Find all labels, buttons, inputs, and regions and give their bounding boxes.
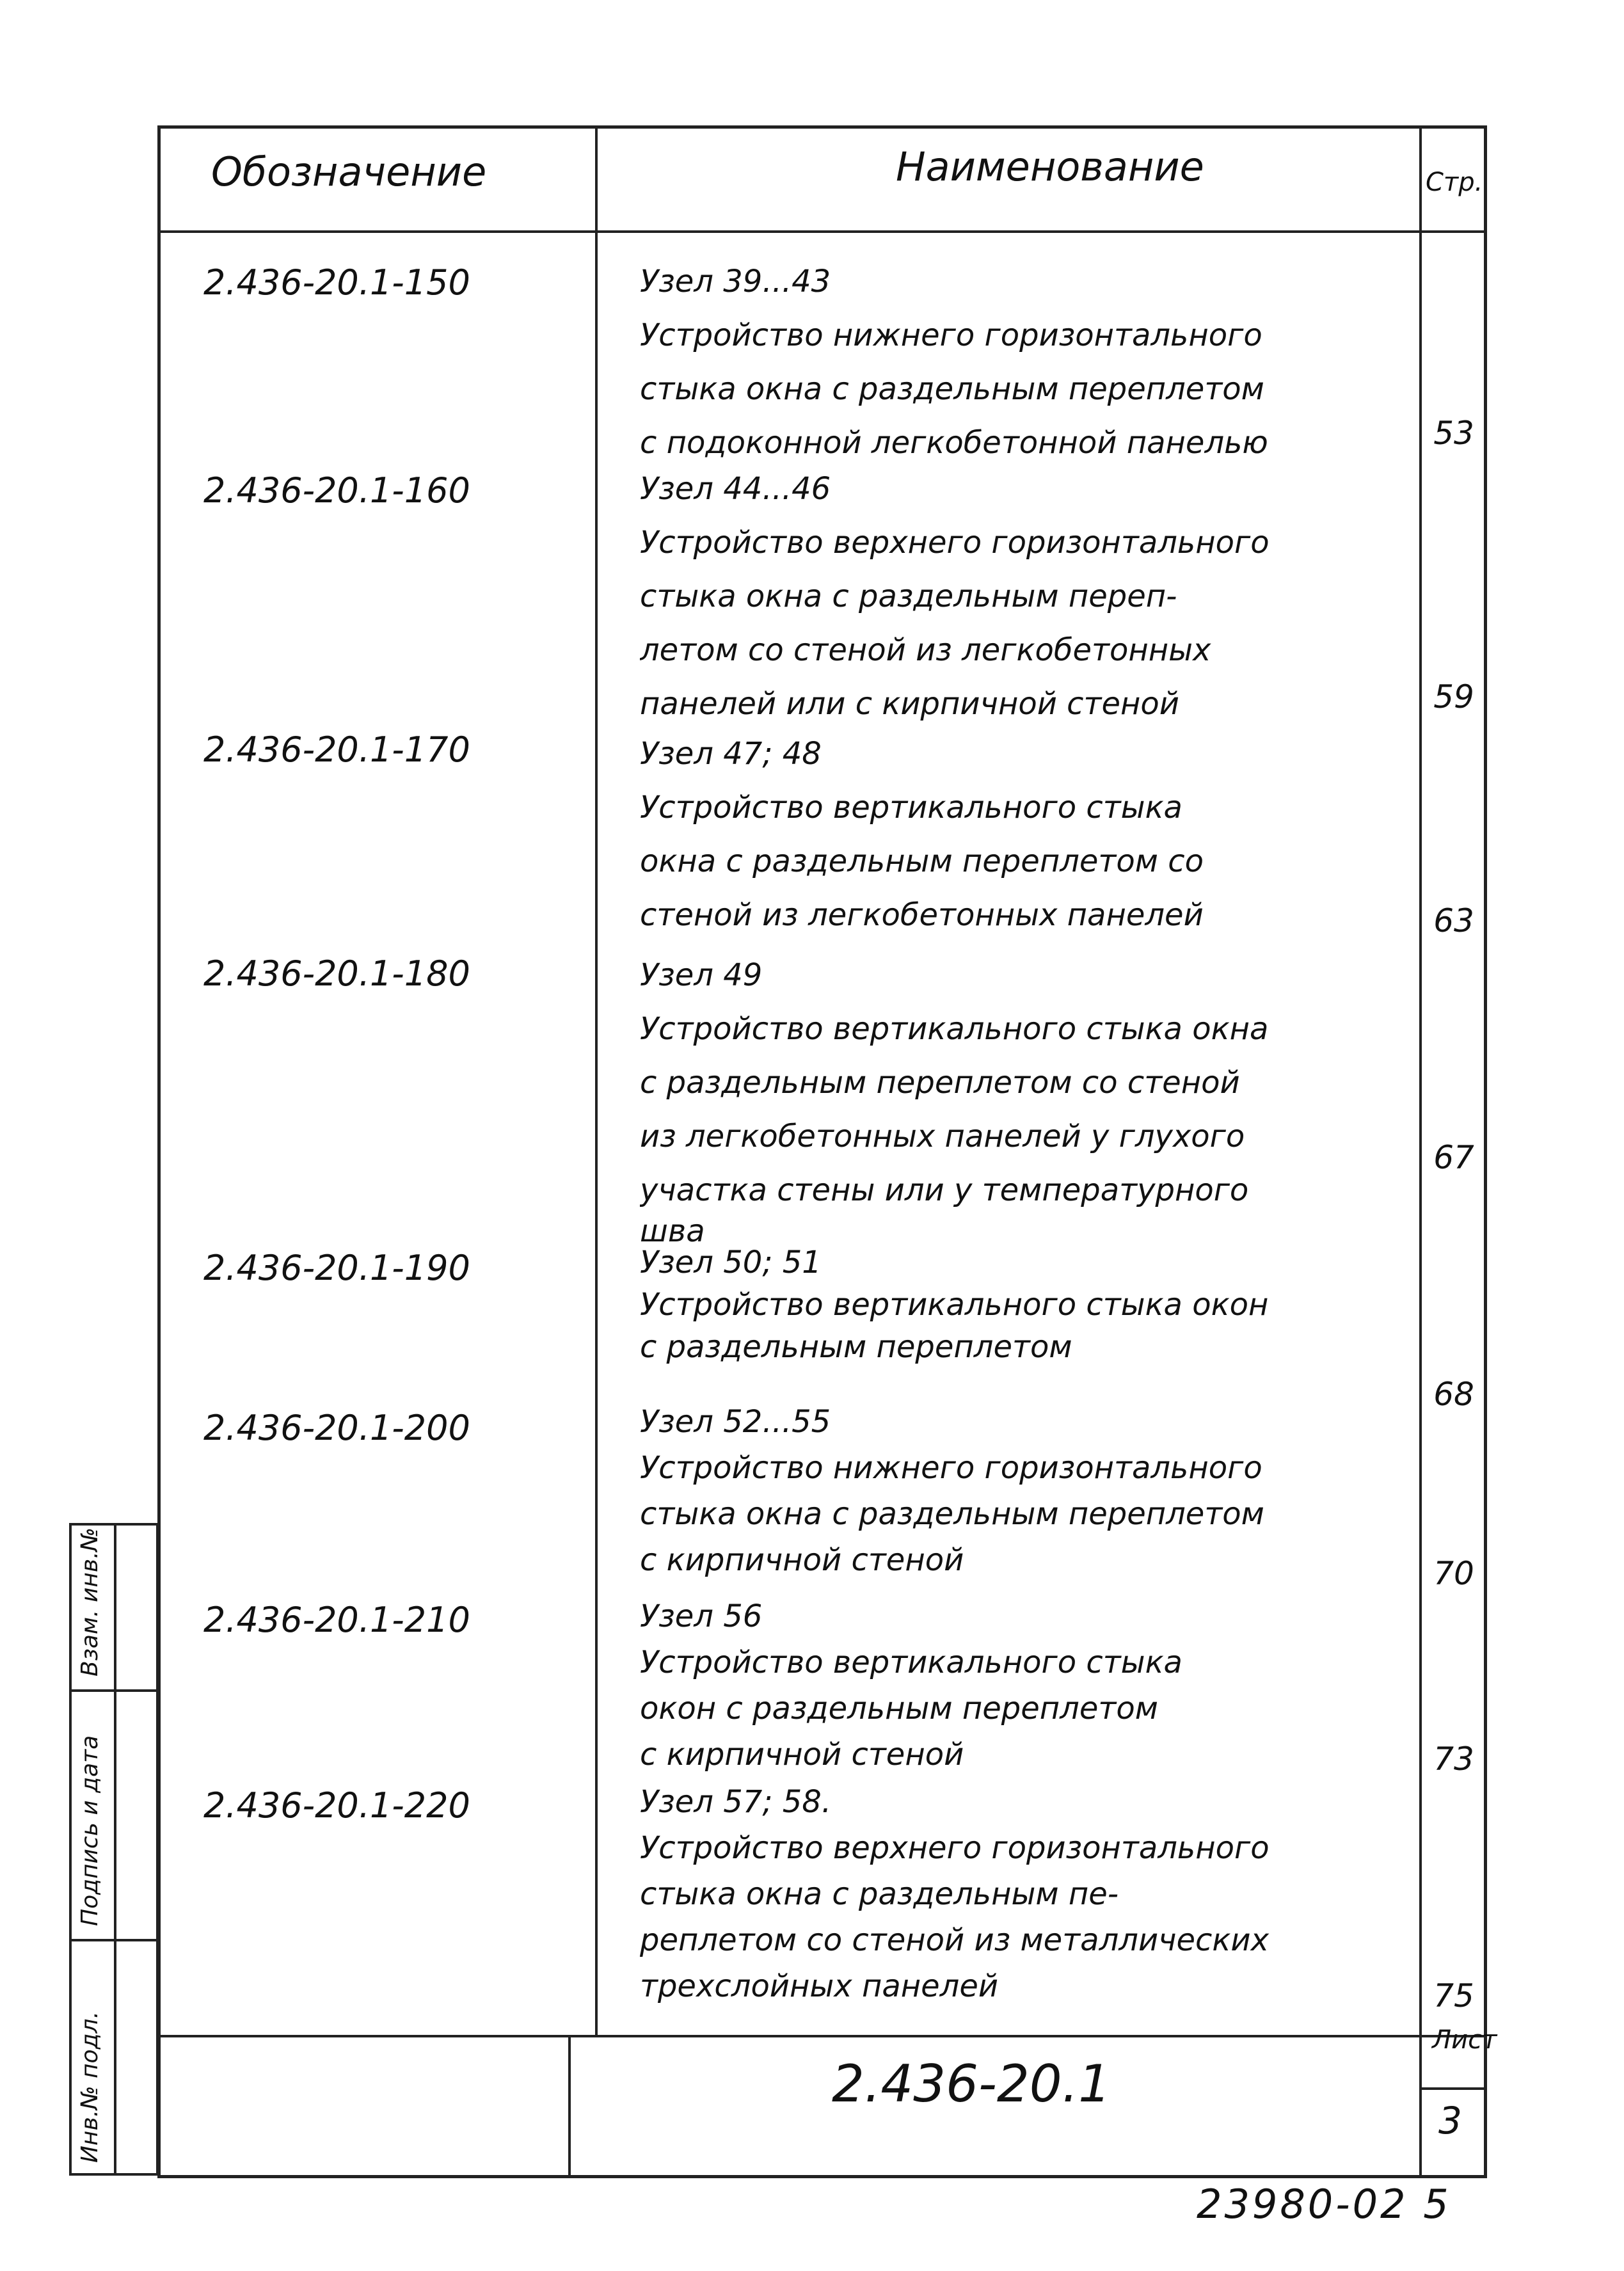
name-line: панелей или с кирпичной стеной — [640, 686, 1179, 722]
name-line: Устройство вертикального стыка окна — [640, 1011, 1269, 1047]
name-line: стыка окна с раздельным переплетом — [640, 371, 1264, 407]
row-page: 53 — [1433, 415, 1474, 452]
name-line: Узел 57; 58. — [640, 1784, 832, 1820]
name-line: Узел 44...46 — [640, 471, 831, 507]
archive-number: 23980-02 5 — [1197, 2181, 1451, 2227]
row-name — [640, 462, 1411, 731]
name-line: стыка окна с раздельным пе- — [640, 1876, 1119, 1912]
name-line: стеной из легкобетонных панелей — [640, 897, 1204, 933]
row-code: 2.436-20.1-180 — [203, 953, 470, 994]
header-name: Наименование — [896, 143, 1204, 190]
row-name — [640, 255, 1411, 470]
row-page: 67 — [1433, 1139, 1474, 1176]
row-code: 2.436-20.1-220 — [203, 1785, 470, 1826]
name-line: Устройство вертикального стыка окон — [640, 1287, 1269, 1323]
row-page: 59 — [1433, 678, 1474, 715]
row-name — [640, 727, 1411, 942]
sheet-number: 3 — [1438, 2099, 1462, 2142]
name-line: с подоконной легкобетонной панелью — [640, 425, 1268, 461]
name-line: с раздельным переплетом — [640, 1329, 1072, 1365]
header-designation: Обозначение — [211, 148, 487, 195]
name-line: Устройство верхнего горизонтального — [640, 525, 1270, 561]
side-label-replace: Взам. инв.№ — [77, 1527, 103, 1677]
name-line: окна с раздельным переплетом со — [640, 843, 1204, 879]
row-code: 2.436-20.1-200 — [203, 1408, 470, 1448]
title-block-top — [160, 2035, 1485, 2037]
row-page: 68 — [1433, 1376, 1474, 1413]
title-block-divider — [568, 2035, 571, 2176]
name-line: Устройство вертикального стыка — [640, 1645, 1182, 1680]
row-code: 2.436-20.1-170 — [203, 729, 470, 770]
column-divider-2 — [1419, 128, 1422, 2176]
name-line: Узел 52...55 — [640, 1404, 831, 1440]
side-stamp-divider — [114, 1523, 116, 2176]
row-page: 63 — [1433, 902, 1474, 939]
row-code: 2.436-20.1-150 — [203, 262, 470, 303]
side-stamp-line — [69, 1939, 159, 1941]
name-line: Устройство нижнего горизонтального — [640, 1450, 1262, 1486]
row-name — [640, 1779, 1411, 2009]
name-line: Узел 47; 48 — [640, 736, 822, 772]
header-page: Стр. — [1426, 168, 1483, 197]
header-divider — [160, 230, 1485, 233]
name-line: Устройство вертикального стыка — [640, 790, 1182, 825]
row-name — [640, 1399, 1411, 1583]
row-name — [640, 1241, 1411, 1368]
name-line: с раздельным переплетом со стеной — [640, 1065, 1240, 1101]
row-page: 70 — [1433, 1555, 1474, 1592]
name-line: стыка окна с раздельным переплетом — [640, 1496, 1264, 1532]
name-line: из легкобетонных панелей у глухого — [640, 1119, 1245, 1154]
side-stamp-line — [69, 1689, 159, 1692]
row-page: 75 — [1433, 1977, 1474, 2014]
row-code: 2.436-20.1-190 — [203, 1248, 470, 1288]
sheet-label: Лист — [1432, 2025, 1497, 2055]
name-line: шва — [640, 1217, 705, 1245]
name-line: Узел 50; 51 — [640, 1245, 822, 1280]
name-line: Устройство верхнего горизонтального — [640, 1830, 1270, 1866]
name-line: трехслойных панелей — [640, 1968, 999, 2004]
name-line: летом со стеной из легкобетонных — [640, 632, 1211, 668]
name-line: стыка окна с раздельным переп- — [640, 578, 1177, 614]
name-line: участка стены или у температурного — [640, 1172, 1249, 1208]
row-code: 2.436-20.1-210 — [203, 1600, 470, 1640]
name-line: реплетом со стеной из металлических — [640, 1922, 1270, 1958]
side-label-signature: Подпись и дата — [77, 1735, 103, 1926]
row-name — [640, 948, 1411, 1245]
name-line: Узел 39...43 — [640, 264, 831, 299]
row-code: 2.436-20.1-160 — [203, 470, 470, 511]
name-line: Узел 49 — [640, 957, 763, 993]
row-page: 73 — [1433, 1741, 1474, 1778]
name-line: Узел 56 — [640, 1598, 763, 1634]
name-line: окон с раздельным переплетом — [640, 1691, 1158, 1726]
name-line: с кирпичной стеной — [640, 1737, 964, 1773]
name-line: Устройство нижнего горизонтального — [640, 317, 1262, 353]
name-line: с кирпичной стеной — [640, 1542, 964, 1578]
side-label-inv: Инв.№ подл. — [77, 2011, 103, 2163]
column-divider-1 — [595, 128, 598, 2035]
sheet-cell-divider — [1419, 2087, 1485, 2090]
row-name — [640, 1593, 1411, 1778]
document-code: 2.436-20.1 — [832, 2054, 1111, 2114]
